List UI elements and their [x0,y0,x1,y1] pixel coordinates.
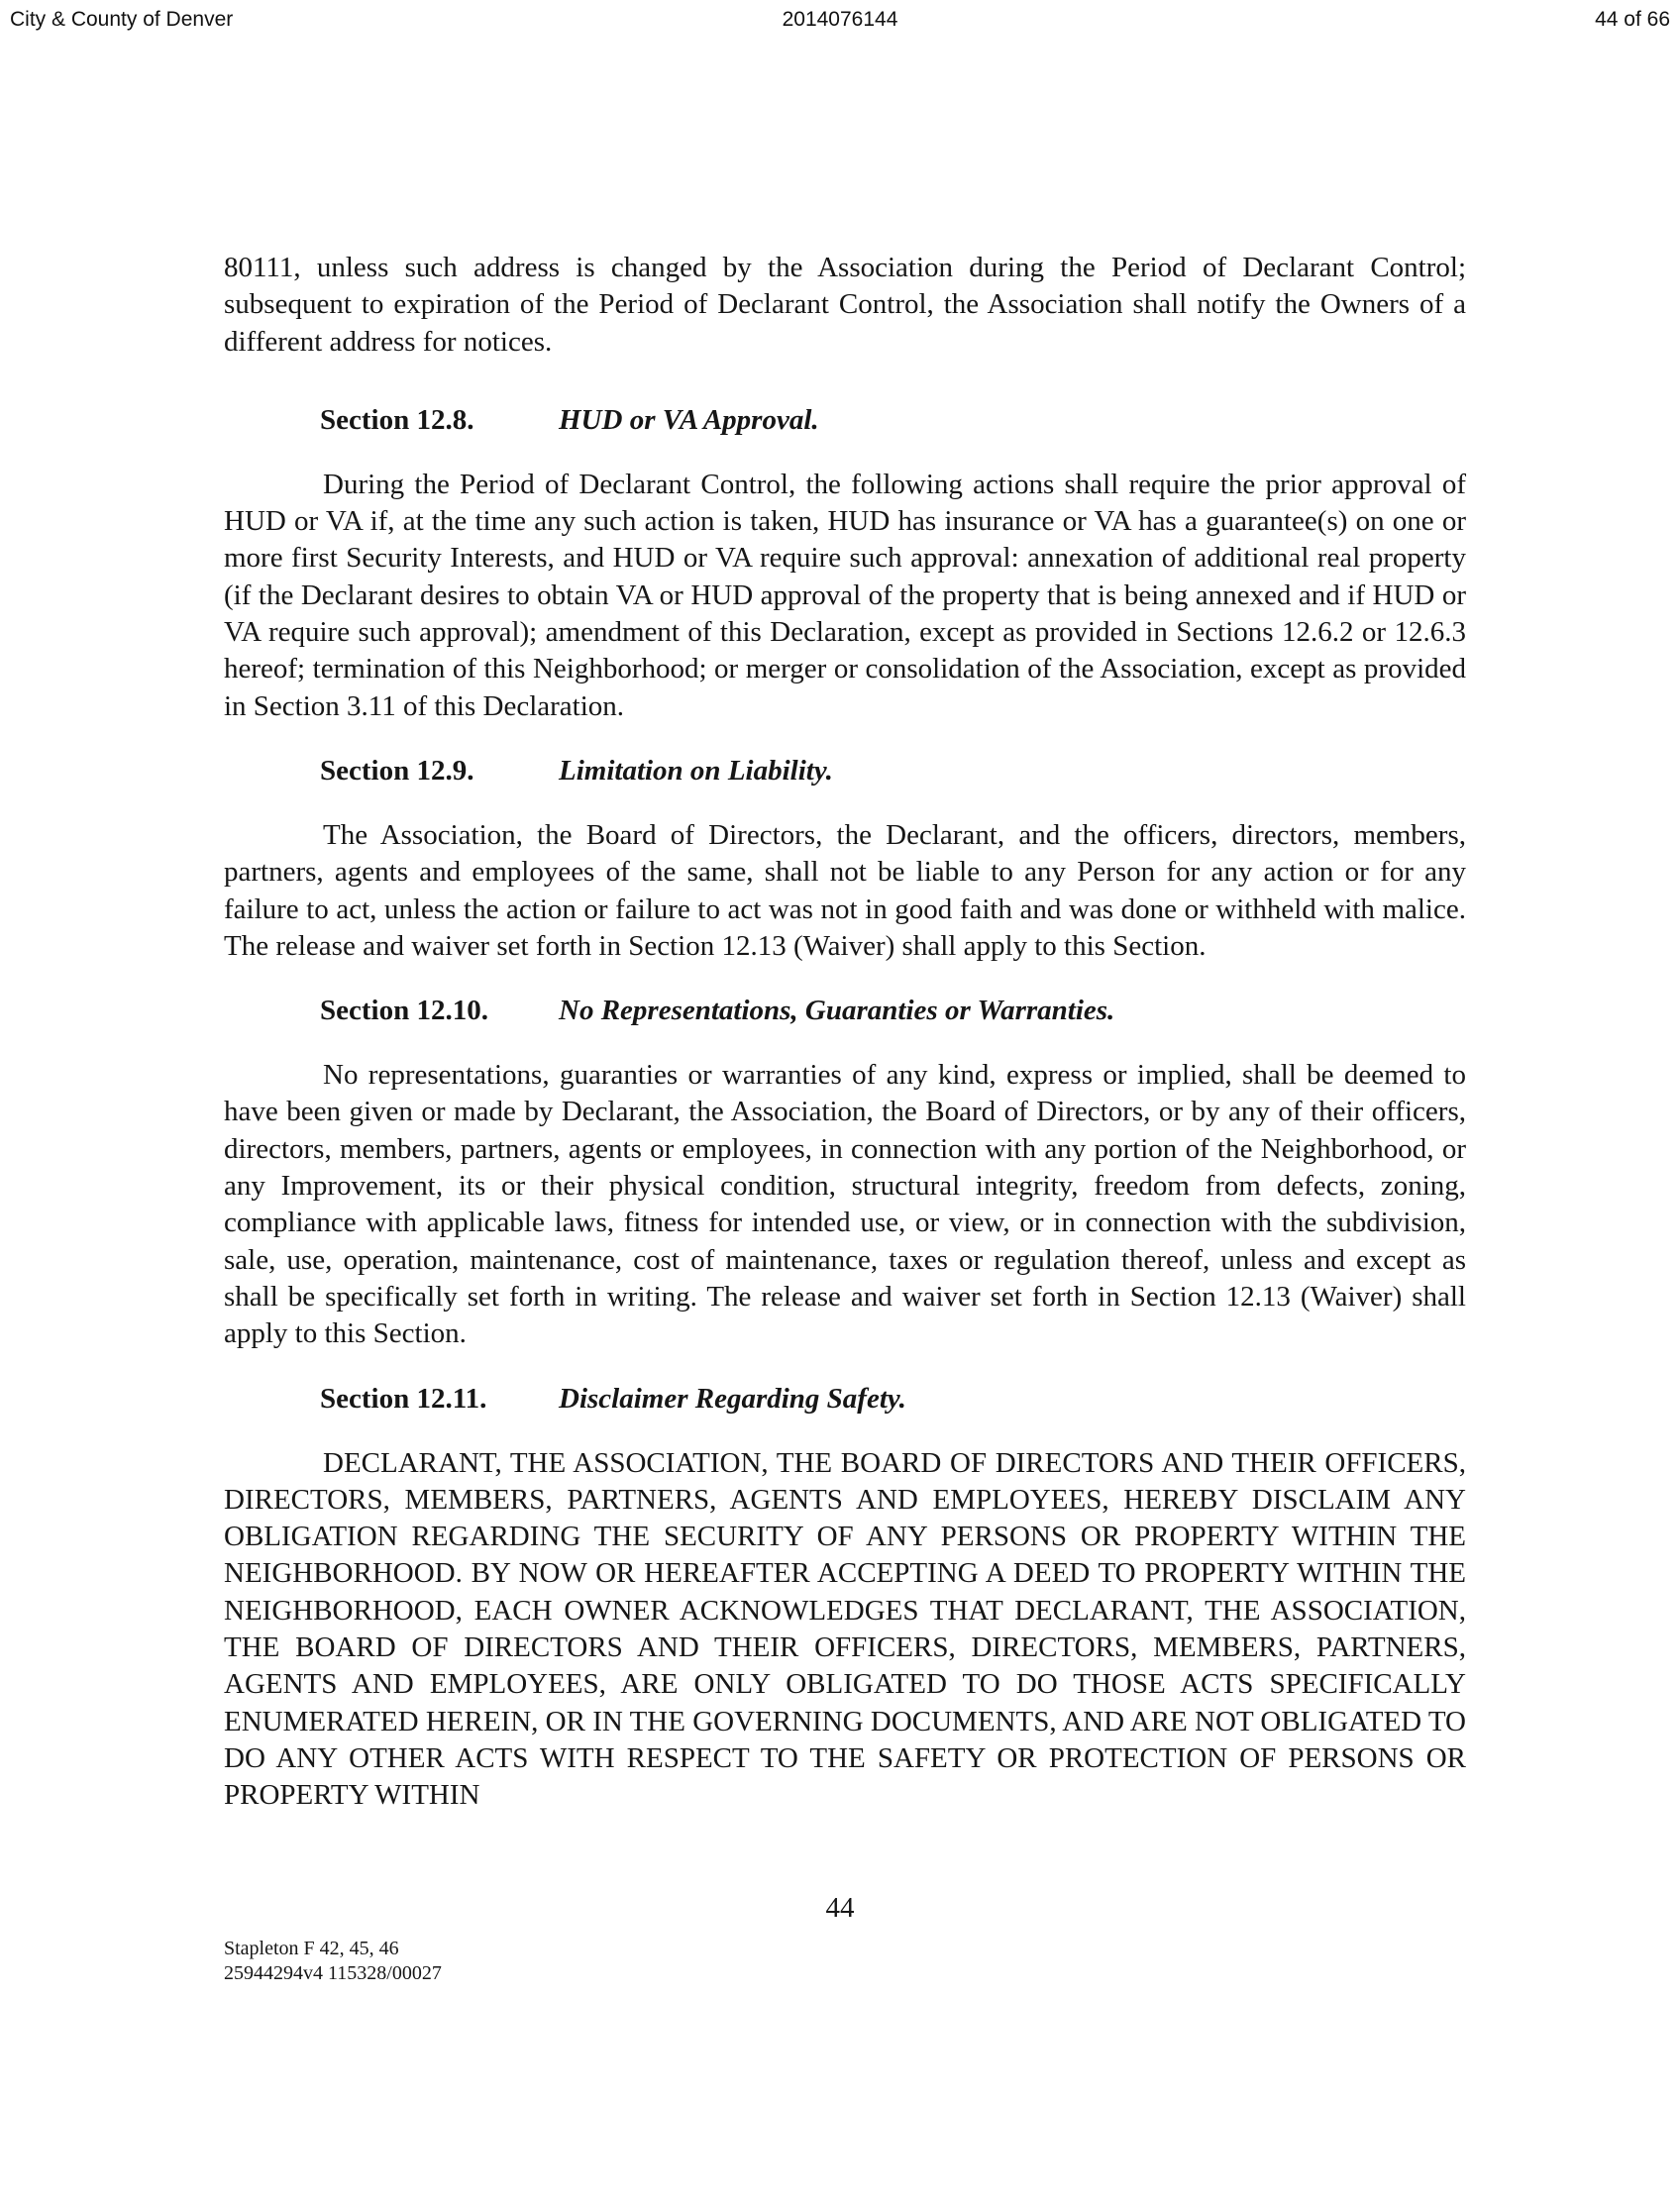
section-12-11-body: DECLARANT, THE ASSOCIATION, THE BOARD OF DIRECTORS AND THEIR OFFICERS, DIRECTORS, MEMBERS, PARTNERS, AGENTS AND EMPLOYEES, HEREBY DISCLAIM ANY OBLIGATION REGARDING THE SECURITY OF ANY PERSONS OR PROPERTY WITHIN THE NEIGHBORHOOD. BY NOW OR HEREAFTER ACCEPTING A DEED TO PROPERTY WITHIN THE NEIGHBORHOOD, EACH OWNER ACKNOWLEDGES THAT DECLARANT, THE ASSOCIATION, THE BOARD OF DIRECTORS AND THEIR OFFICERS, DIRECTORS, MEMBERS, PARTNERS, AGENTS AND EMPLOYEES, ARE ONLY OBLIGATED TO DO THOSE ACTS SPECIFICALLY ENUMERATED HEREIN, OR IN THE GOVERNING DOCUMENTS, AND ARE NOT OBLIGATED TO DO ANY OTHER ACTS WITH RESPECT TO THE SAFETY OR PROTECTION OF PERSONS OR PROPERTY WITHIN [224,1446,1466,1812]
section-12-8-heading [224,402,1466,439]
section-title: HUD or VA Approval. [559,403,819,436]
intro-paragraph: 80111, unless such address is changed by the Association during the Period of Declarant Control; subsequent to expiration of the Period of Declarant Control, the Association shall notify the Owners of a different address for notices. [224,252,1466,358]
document-identifier [224,1937,442,1986]
section-12-9-heading [224,753,1466,789]
header-reception-number: 2014076144 [782,8,898,31]
section-title: No Representations, Guaranties or Warranties. [559,995,1115,1027]
section-number: Section 12.8. [320,403,474,436]
section-12-11-heading [224,1381,1466,1418]
section-number: Section 12.11. [320,1382,487,1415]
section-number: Section 12.9. [320,754,474,787]
header-page-count: 44 of 66 [1595,8,1670,31]
page-header [10,4,1670,40]
section-12-10-heading [224,993,1466,1029]
section-title: Limitation on Liability. [559,754,833,787]
doc-id-line-2: 25944294v4 115328/00027 [224,1962,442,1984]
document-body [224,250,1466,1815]
section-12-10-body: No representations, guaranties or warranties of any kind, express or implied, shall be deemed to have been given or made by Declarant, the Association, the Board of Directors, or by any of their officers, directors, members, partners, agents or employees, in connection with any portion of the Neighborhood, or any Improvement, its or their physical condition, structural integrity, freedom from defects, zoning, compliance with applicable laws, fitness for intended use, or view, or in connection with the subdivision, sale, use, operation, maintenance, cost of maintenance, taxes or regulation thereof, unless and except as shall be specifically set forth in writing. The release and waiver set forth in Section 12.13 (Waiver) shall apply to this Section. [224,1059,1466,1350]
page-number: 44 [825,1892,855,1924]
section-title: Disclaimer Regarding Safety. [559,1382,906,1415]
section-number: Section 12.10. [320,995,488,1027]
header-jurisdiction: City & County of Denver [10,8,234,31]
section-12-8-body: During the Period of Declarant Control, the following actions shall require the prior approval of HUD or VA if, at the time any such action is taken, HUD has insurance or VA has a guarantee(s) on one or more first Security Interests, and HUD or VA require such approval: annexation of additional real property (if the Declarant desires to obtain VA or HUD approval of the property that is being annexed and if HUD or VA require such approval); amendment of this Declaration, except as provided in Sections 12.6.2 or 12.6.3 hereof; termination of this Neighborhood; or merger or consolidation of the Association, except as provided in Section 3.11 of this Declaration. [224,468,1466,722]
section-12-9-body: The Association, the Board of Directors, the Declarant, and the officers, directors, members, partners, agents and employees of the same, shall not be liable to any Person for any action or for any failure to act, unless the action or failure to act was not in good faith and was done or withheld with malice. The release and waiver set forth in Section 12.13 (Waiver) shall apply to this Section. [224,818,1466,962]
doc-id-line-1: Stapleton F 42, 45, 46 [224,1938,399,1959]
